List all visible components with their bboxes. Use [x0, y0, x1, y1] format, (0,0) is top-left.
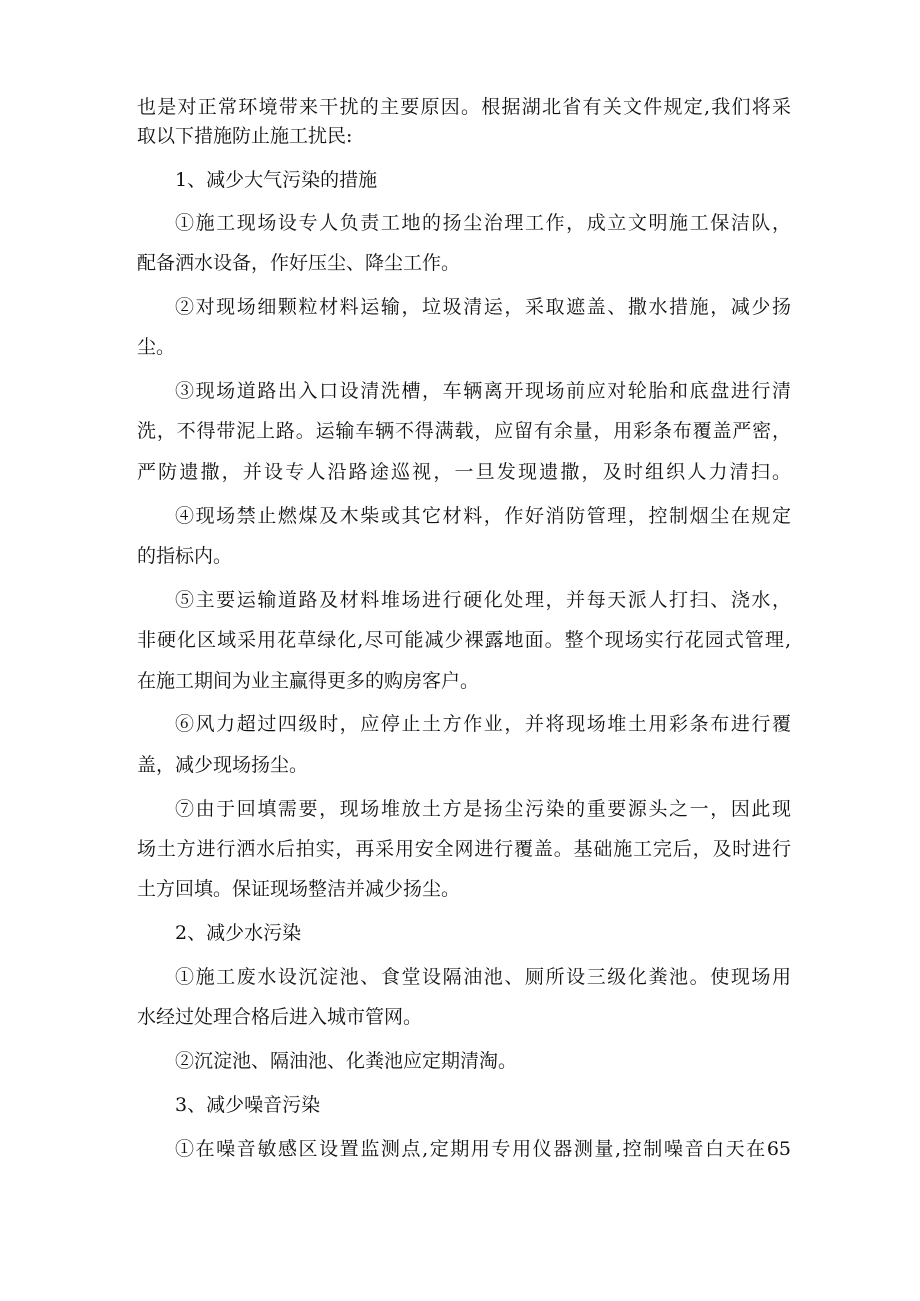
text-line: 非硬化区域采用花草绿化,尽可能减少裸露地面。整个现场实行花园式管理,	[137, 629, 791, 651]
text-line: ①在噪音敏感区设置监测点,定期用专用仪器测量,控制噪音白天在65	[175, 1138, 791, 1160]
text-line: 取以下措施防止施工扰民:	[137, 125, 353, 147]
text-line: ①施工废水设沉淀池、食堂设隔油池、厕所设三级化粪池。使现场用	[175, 966, 791, 988]
text-line: ⑦由于回填需要，现场堆放土方是扬尘污染的重要源头之一，因此现	[175, 798, 791, 820]
section-heading: 3、减少噪音污染	[175, 1094, 321, 1116]
section-heading: 2、减少水污染	[175, 922, 302, 944]
text-line: 水经过处理合格后进入城市管网。	[137, 1006, 423, 1028]
text-line: 也是对正常环境带来干扰的主要原因。根据湖北省有关文件规定,我们将采	[137, 96, 791, 118]
text-line: ⑤主要运输道路及材料堆场进行硬化处理，并每天派人打扫、浇水，	[175, 589, 791, 611]
text-line: 配备洒水设备，作好压尘、降尘工作。	[137, 252, 461, 274]
text-line: 尘。	[137, 336, 176, 358]
text-line: ①施工现场设专人负责工地的扬尘治理工作，成立文明施工保洁队，	[175, 212, 791, 234]
text-line: 洗，不得带泥上路。运输车辆不得满载，应留有余量，用彩条布覆盖严密，	[137, 420, 791, 442]
text-line: ⑥风力超过四级时，应停止土方作业，并将现场堆土用彩条布进行覆	[175, 713, 791, 735]
text-line: 盖，减少现场扬尘。	[137, 754, 309, 776]
text-line: 的指标内。	[137, 545, 233, 567]
text-line: ②对现场细颗粒材料运输，垃圾清运，采取遮盖、撒水措施，减少扬	[175, 296, 791, 318]
text-line: 在施工期间为业主赢得更多的购房客户。	[137, 670, 480, 692]
text-line: ③现场道路出入口设清洗槽，车辆离开现场前应对轮胎和底盘进行清	[175, 380, 791, 402]
section-heading: 1、减少大气污染的措施	[175, 169, 378, 191]
text-line: 严防遗撒，并设专人沿路途巡视，一旦发现遗撒，及时组织人力清扫。	[137, 461, 791, 483]
text-line: 场土方进行洒水后拍实，再采用安全网进行覆盖。基础施工完后，及时进行	[137, 838, 791, 860]
text-line: 土方回填。保证现场整洁并减少扬尘。	[137, 878, 461, 900]
text-line: ②沉淀池、隔油池、化粪池应定期清淘。	[175, 1050, 518, 1072]
text-line: ④现场禁止燃煤及木柴或其它材料，作好消防管理，控制烟尘在规定	[175, 505, 791, 527]
